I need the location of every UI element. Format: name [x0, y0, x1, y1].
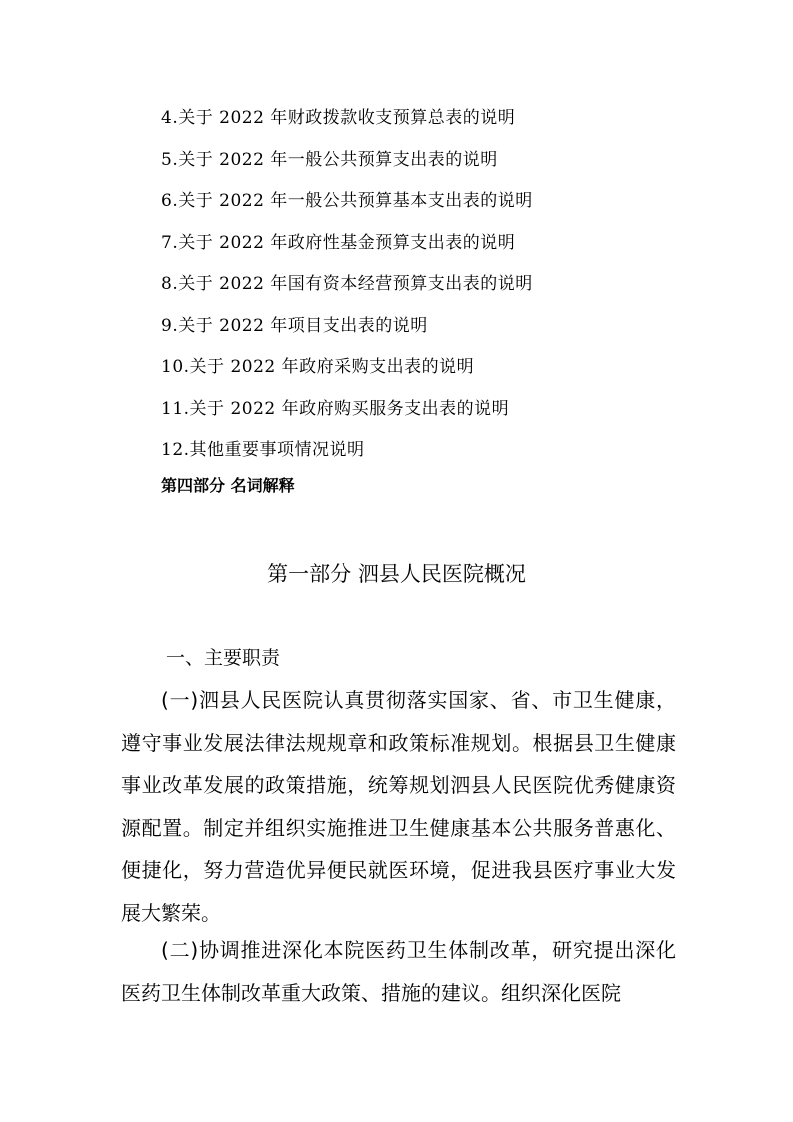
- toc-part-4-heading: 第四部分 名词解释: [161, 475, 295, 495]
- toc-item-10: 10.关于 2022 年政府采购支出表的说明: [161, 357, 475, 377]
- body-paragraph-1: [121, 679, 676, 934]
- table-of-contents: [161, 104, 721, 500]
- section-heading-main-duties: 一、主要职责: [166, 647, 281, 669]
- paragraph-label-1: (一): [161, 688, 199, 712]
- body-paragraph-2: [121, 929, 676, 1014]
- paragraph-text-1: 泗县人民医院认真贯彻落实国家、省、市卫生健康，遵守事业发展法律法规规章和政策标准规划。根据县卫生健康事业改革发展的政策措施，统筹规划泗县人民医院优秀健康资源配置。制定并组织实施推进卫生健康基本公共服务普惠化、便捷化，努力营造优异便民就医环境，促进我县医疗事业大发展大繁荣。: [121, 688, 677, 925]
- toc-item-6: 6.关于 2022 年一般公共预算基本支出表的说明: [161, 191, 533, 211]
- toc-item-8: 8.关于 2022 年国有资本经营预算支出表的说明: [161, 274, 533, 294]
- toc-item-9: 9.关于 2022 年项目支出表的说明: [161, 315, 428, 336]
- toc-item-5: 5.关于 2022 年一般公共预算支出表的说明: [161, 149, 498, 170]
- part-1-title: 第一部分 泗县人民医院概况: [267, 562, 526, 586]
- toc-item-7: 7.关于 2022 年政府性基金预算支出表的说明: [161, 232, 516, 253]
- paragraph-label-2: (二): [161, 938, 199, 962]
- paragraph-text-2: 协调推进深化本院医药卫生体制改革，研究提出深化医药卫生体制改革重大政策、措施的建议。组织深化医院: [121, 938, 677, 1005]
- toc-item-11: 11.关于 2022 年政府购买服务支出表的说明: [161, 398, 510, 419]
- toc-item-4: 4.关于 2022 年财政拨款收支预算总表的说明: [161, 108, 516, 128]
- toc-item-12: 12.其他重要事项情况说明: [161, 440, 365, 460]
